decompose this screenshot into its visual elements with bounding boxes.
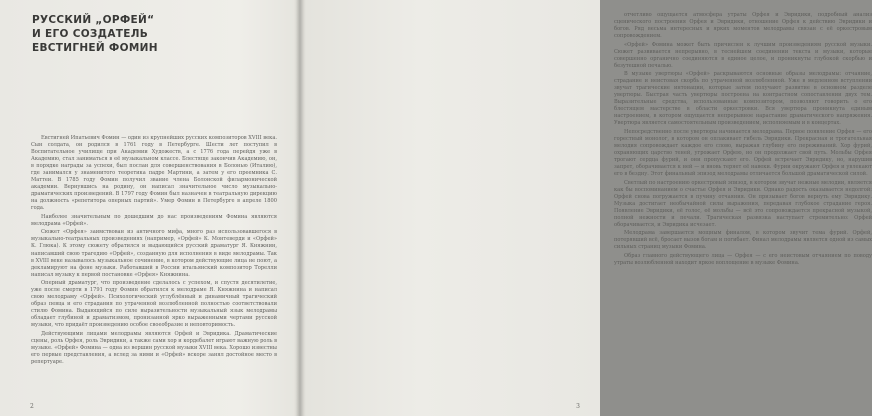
paragraph: «Орфей» Фомина может быть причислен к лучшим произведениям русской музыки. Сюжет развивается непрерывно, в теснейшем соединении текста и музыки, которые совершенно органично соединяются в единое целое, и проникнуты глубокой скорбью и безутешной печалью.: [614, 41, 872, 69]
paragraph: Мелодрама завершается мощным финалом, в котором звучит тема фурий. Орфей, потерявший всё, бросает вызов богам и погибает. Финал мелодрамы является одной из самых сильных страниц музыки Фомина.: [614, 230, 872, 251]
paragraph: В музыке увертюры «Орфей» раскрываются основные образы мелодрамы: отчаяние, страдание и неистовая скорбь по утраченной возлюбленной. Уже в медленном вступлении звучат трагические интонации, которые затем получают развитие в основном разделе увертюры. Быстрая часть увертюры построена на контрастном сопоставлении двух тем. Выразительные средства, использованные композитором, позволяют говорить о его блестящем мастерстве в области оркестровки. Вся увертюра проникнута единым настроением, в котором ощущается непрерывное нарастание драматического напряжения. Увертюра является самостоятельным произведением, исполняемым и в концертах.: [614, 71, 872, 127]
paragraph: Непосредственно после увертюры начинается мелодрама. Первое появление Орфея — его горестный монолог, в котором он оплакивает гибель Эвридики. Прекрасная и трогательная мелодия сопровождает каждое его слово, выражая глубину его переживаний. Хор фурий, охраняющих царство теней, угрожает Орфею, но он продолжает свой путь. Мольбы Орфея трогают сердца фурий, и они пропускают его. Орфей встречает Эвридику, но, нарушив запрет, оборачивается к ней — и вновь теряет её навеки. Фурии окружают Орфея и увлекают его в бездну. Этот финальный эпизод мелодрамы отличается большой драматической силой.: [614, 128, 872, 178]
title-line-3: ЕВСТИГНЕЙ ФОМИН: [32, 42, 158, 54]
paragraph: Наиболее значительным по дошедшим до нас произведениям Фомина являются мелодрама «Орфей».: [31, 213, 277, 227]
title-line-2: И ЕГО СОЗДАТЕЛЬ: [32, 28, 149, 40]
left-page: [0, 0, 300, 416]
page-title: [32, 13, 202, 55]
paragraph: Действующими лицами мелодрамы являются Орфей и Эвридика. Драматические сцены, роль Орфея, роль Эвридики, а также сами хор и кордебалет играют важную роль в музыке. «Орфей» Фомина — одна из вершин русской музыки XVIII века. Хорошо известны его первые представления, а вслед за ними и «Орфей» вскоре занял достойное место в репертуаре.: [31, 330, 277, 366]
page-number: 3: [576, 403, 580, 410]
title-line-1: РУССКИЙ „ОРФЕЙ“: [32, 14, 155, 26]
paragraph: Оперный драматург, что произведение сделалось с успехом, и спустя десятилетие, уже после смерти в 1791 году Фомин обратился к мелодраме Я. Княжнина и написал свою мелодраму «Орфей». Психологический углублённый и динамичный трагический образ певца и его страдания по утраченной возлюбленной полностью соответствовали стилю Фомина. Выдающийся по силе выразительности музыкальный язык мелодрамы обладает глубиной и драматизмом, пронизанной ярко выраженными чертами русской музыки, что придаёт произведению особое своеобразие и неповторимость.: [31, 280, 277, 329]
paragraph: отчетливо ощущается атмосфера утраты Орфея и Эвридики, подробный анализ сценического построения Орфея и Эвридики, отношение Орфея к действию Эвридики и богов. Ряд весьма интересных и ярких моментов мелодрамы связан с её оркестровым сопровождением.: [614, 12, 872, 40]
paragraph: Евстигней Ипатьевич Фомин — один из крупнейших русских композиторов XVIII века. Сын солдата, он родился в 1761 году в Петербурге. Шести лет поступил в Воспитательное училище при Академии Художеств, а с 1776 года перейдя уже в Академию, стал заниматься в её музыкальном классе. Блестяще закончив Академию, он, в порядке награды за успехи, был послан для совершенствования в Болонью (Италию), где занимался у знаменитого теоретика падре Мартини, а затем у его преемника С. Маттеи. В 1785 году Фомин получил звание члена Болонской филармонической академии. Вернувшись на родину, он написал значительное число музыкально-драматических произведений. В 1797 году Фомин был назначен в театральную дирекцию на должность «репетитора оперных партий». Умер Фомин в Петербурге в апреле 1800 года.: [31, 135, 277, 212]
paragraph: Образ главного действующего лица — Орфея — с его неистовым отчаянием по поводу утраты возлюбленной находит яркое воплощение в музыке Фомина.: [614, 252, 872, 266]
paragraph: Светлый по настроению оркестровый эпизод, в котором звучат нежные мелодии, является как бы воспоминанием о счастье Орфея и Эвридики. Однако радость оказывается недолгой: Орфей снова погружается в пучину отчаяния. Он призывает богов вернуть ему Эвридику. Музыка достигает необычайной силы выражения, передавая глубокое страдание героя. Появление Эвридики, её голос, её мольбы — всё это сопровождается прекрасной музыкой, полной нежности и печали. Трагическая развязка наступает стремительно: Орфей оборачивается, и Эвридика исчезает.: [614, 179, 872, 228]
paragraph: Сюжет «Орфея» заимствован из античного мифа, много раз использовавшегося в музыкально-театральных произведениях (например, «Орфей» К. Монтеверди и «Орфей» К. Глюка). К этому сюжету обратился и выдающийся русский драматург Я. Княжнин, написавший свою трагедию «Орфей», созданную для исполнения в виде мелодрамы. Так в XVIII веке называлось музыкальное сочинение, в котором действующие лица не поют, а декламируют на фоне музыки. Работавший в России итальянский композитор Торелли написал музыку к первой постановке «Орфея» Княжнина.: [31, 229, 277, 278]
right-page: [300, 0, 872, 416]
right-text-column: [614, 12, 872, 268]
left-text-column: [31, 135, 277, 367]
page-number: 2: [30, 403, 34, 410]
